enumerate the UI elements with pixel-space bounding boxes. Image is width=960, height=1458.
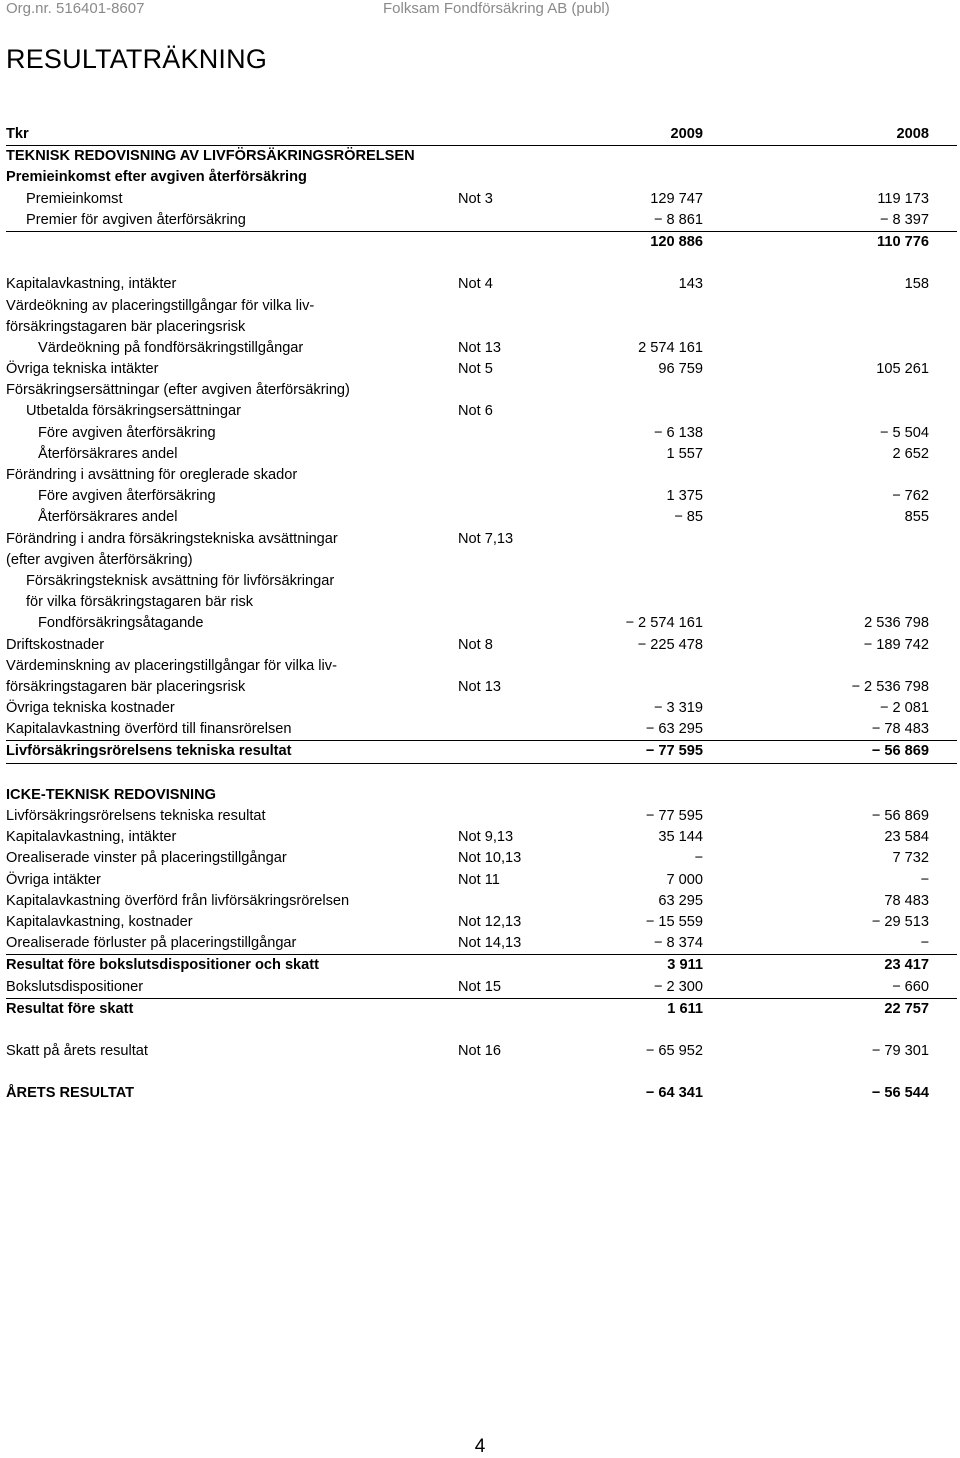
row-value-2009: − 6 138 (653, 424, 703, 441)
income-statement-table (6, 124, 957, 1105)
row-value-2008: 105 261 (876, 361, 929, 378)
row-label: Orealiserade förluster på placeringstillgångar (6, 935, 297, 952)
table-row (6, 592, 957, 613)
company-name: Folksam Fondförsäkring AB (publ) (383, 0, 610, 17)
table-row (6, 891, 957, 912)
row-value-2008: 2 652 (892, 445, 929, 462)
table-row (6, 848, 957, 869)
row-value-2009: − 77 595 (645, 808, 703, 824)
row-label: ÅRETS RESULTAT (6, 1085, 135, 1102)
row-label: Förändring i avsättning för oreglerade skador (6, 467, 298, 483)
row-label: Försäkringsersättningar (efter avgiven återförsäkring) (6, 382, 350, 399)
table-row (6, 677, 957, 698)
table-row (6, 465, 957, 486)
table-row (6, 444, 957, 465)
row-value-2008: − 56 544 (871, 1085, 929, 1102)
table-row (6, 785, 957, 806)
row-note: Not 4 (458, 276, 493, 293)
row-label: Värdeminskning av placeringstillgångar för vilka liv- (6, 657, 337, 674)
row-value-2009: − 63 295 (645, 721, 703, 738)
table-row (6, 741, 957, 763)
row-value-2009: 143 (678, 276, 703, 293)
table-row (6, 870, 957, 891)
row-value-2008: 158 (904, 276, 929, 293)
row-label: Premier för avgiven återförsäkring (26, 211, 246, 228)
row-label: Resultat före skatt (6, 1000, 134, 1017)
row-value-2009: − 77 595 (645, 743, 703, 760)
table-row (6, 977, 957, 999)
row-label: Återförsäkrares andel (38, 445, 178, 462)
row-note: Not 14,13 (458, 935, 522, 952)
row-value-2009: 96 759 (658, 361, 703, 378)
row-label: Före avgiven återförsäkring (38, 488, 216, 505)
row-label: Före avgiven återförsäkring (38, 424, 216, 441)
table-row (6, 317, 957, 338)
table-row (6, 719, 957, 741)
row-label: för vilka försäkringstagaren bär risk (26, 594, 254, 611)
table-row (6, 529, 957, 550)
row-value-2008: − 29 513 (871, 913, 929, 930)
row-label: försäkringstagaren bär placeringsrisk (6, 318, 246, 335)
row-value-2009: − 85 (674, 509, 703, 526)
table-row (6, 635, 957, 656)
row-label: Bokslutsdispositioner (6, 978, 144, 995)
row-value-2009: 7 000 (666, 871, 703, 888)
row-value-2009: 1 611 (667, 1000, 703, 1017)
table-row (6, 1041, 957, 1062)
table-row (6, 507, 957, 528)
row-value-2009: − 65 952 (645, 1043, 703, 1060)
row-label: (efter avgiven återförsäkring) (6, 551, 193, 568)
row-label: TEKNISK REDOVISNING AV LIVFÖRSÄKRINGSRÖRELSEN (6, 148, 415, 165)
row-label: Skatt på årets resultat (6, 1043, 148, 1060)
row-value-2008: − 8 397 (879, 211, 929, 228)
row-value-2008: − 79 301 (871, 1043, 929, 1060)
row-label: Förändring i andra försäkringstekniska avsättningar (6, 530, 338, 547)
row-value-2009: − 64 341 (645, 1085, 703, 1102)
table-row (6, 146, 957, 167)
row-note: Not 16 (458, 1043, 501, 1060)
table-row (6, 210, 957, 232)
row-value-2009: 35 144 (658, 829, 703, 846)
table-row (6, 764, 957, 785)
table-row (6, 401, 957, 422)
row-value-2008: − 189 742 (863, 636, 929, 653)
row-value-2008: − 5 504 (879, 424, 929, 441)
row-value-2009: − (694, 850, 703, 867)
row-note: Not 10,13 (458, 850, 522, 867)
column-header-row (6, 124, 957, 146)
table-row (6, 189, 957, 210)
row-value-2009: 3 911 (667, 957, 703, 974)
table-row (6, 232, 957, 253)
row-note: Not 8 (458, 636, 493, 653)
table-row (6, 613, 957, 634)
row-label: Livförsäkringsrörelsens tekniska resultat (6, 743, 292, 760)
table-row (6, 1020, 957, 1041)
table-row (6, 167, 957, 188)
row-value-2008: 23 417 (884, 957, 929, 974)
page-number: 4 (474, 1436, 486, 1457)
row-label: Övriga tekniska intäkter (6, 361, 159, 378)
row-note: Not 6 (458, 403, 493, 420)
table-row (6, 698, 957, 719)
row-label: Utbetalda försäkringsersättningar (26, 403, 241, 420)
row-label: Orealiserade vinster på placeringstillgångar (6, 850, 287, 867)
row-label: Återförsäkrares andel (38, 509, 178, 526)
table-row (6, 423, 957, 444)
table-row (6, 1083, 957, 1104)
row-label: Kapitalavkastning överförd från livförsäkringsrörelsen (6, 892, 350, 909)
table-row (6, 359, 957, 380)
row-value-2009: 1 375 (666, 488, 703, 505)
row-value-2009: 120 886 (650, 233, 703, 250)
row-label: Kapitalavkastning, intäkter (6, 829, 177, 846)
row-note: Not 13 (458, 678, 501, 695)
row-note: Not 5 (458, 361, 493, 378)
row-value-2009: − 8 861 (653, 211, 703, 228)
table-row (6, 912, 957, 933)
row-label: Värdeökning av placeringstillgångar för vilka liv- (6, 297, 315, 314)
row-note: Not 3 (458, 190, 493, 207)
row-value-2009: − 225 478 (637, 636, 703, 653)
row-note: Not 11 (458, 871, 500, 888)
row-value-2008: 23 584 (884, 829, 929, 846)
row-value-2008: 855 (904, 509, 929, 526)
row-value-2008: − 762 (892, 488, 929, 505)
row-label: Övriga intäkter (6, 871, 101, 888)
row-value-2009: − 15 559 (645, 913, 703, 930)
row-value-2008: − 2 536 798 (851, 678, 929, 695)
table-row (6, 253, 957, 274)
table-row (6, 806, 957, 827)
row-value-2009: 2 574 161 (638, 339, 703, 356)
row-note: Not 15 (458, 978, 501, 995)
row-label: Fondförsäkringsåtagande (38, 615, 204, 632)
table-row (6, 486, 957, 507)
row-label: Värdeökning på fondförsäkringstillgångar (38, 339, 304, 356)
table-row (6, 338, 957, 359)
table-row (6, 274, 957, 295)
row-value-2008: − (920, 935, 929, 952)
row-value-2009: 129 747 (650, 190, 703, 207)
table-row (6, 656, 957, 677)
row-label: Kapitalavkastning, intäkter (6, 276, 177, 293)
row-label: Kapitalavkastning, kostnader (6, 913, 193, 930)
row-value-2009: − 3 319 (653, 700, 703, 717)
row-value-2008: 78 483 (884, 892, 929, 909)
row-label: Resultat före bokslutsdispositioner och skatt (6, 957, 320, 974)
row-label: försäkringstagaren bär placeringsrisk (6, 678, 246, 695)
row-value-2008: − 2 081 (879, 700, 929, 717)
row-label: Livförsäkringsrörelsens tekniska resultat (6, 808, 266, 824)
row-value-2008: − 660 (892, 978, 929, 995)
row-value-2008: − 56 869 (871, 808, 929, 824)
row-value-2009: − 8 374 (653, 935, 703, 952)
table-row (6, 296, 957, 317)
row-label: Driftskostnader (6, 636, 105, 653)
row-note: Not 12,13 (458, 913, 522, 930)
row-value-2009: 63 295 (658, 892, 703, 909)
row-note: Not 7,13 (458, 530, 514, 547)
row-value-2009: − 2 300 (653, 978, 703, 995)
row-value-2008: 119 173 (877, 190, 929, 207)
year-2009-header: 2009 (670, 126, 703, 142)
row-value-2008: 7 732 (892, 850, 929, 867)
row-note: Not 13 (458, 339, 501, 356)
row-label: ICKE-TEKNISK REDOVISNING (6, 786, 217, 803)
org-number: Org.nr. 516401-8607 (6, 0, 145, 17)
table-row (6, 955, 957, 976)
table-body (6, 146, 957, 1104)
table-row (6, 933, 957, 955)
row-value-2008: 110 776 (877, 233, 929, 250)
row-value-2009: 1 557 (666, 445, 703, 462)
row-label: Kapitalavkastning överförd till finansrörelsen (6, 721, 292, 738)
row-label: Premieinkomst efter avgiven återförsäkring (6, 169, 307, 186)
row-value-2008: 2 536 798 (864, 615, 929, 632)
unit-header: Tkr (6, 126, 29, 142)
row-value-2008: − 56 869 (871, 743, 929, 760)
page-title: RESULTATRÄKNING (6, 44, 268, 74)
row-value-2008: − 78 483 (871, 721, 929, 738)
row-note: Not 9,13 (458, 829, 514, 846)
year-2008-header: 2008 (896, 126, 929, 142)
row-label: Försäkringsteknisk avsättning för livförsäkringar (26, 572, 335, 589)
table-row (6, 550, 957, 571)
row-label: Premieinkomst (26, 190, 123, 207)
row-label: Övriga tekniska kostnader (6, 700, 175, 717)
table-row (6, 1062, 957, 1083)
row-value-2008: 22 757 (884, 1000, 929, 1017)
row-value-2008: − (920, 871, 929, 888)
table-row (6, 571, 957, 592)
table-row (6, 999, 957, 1020)
table-row (6, 827, 957, 848)
table-row (6, 380, 957, 401)
row-value-2009: − 2 574 161 (625, 615, 703, 632)
